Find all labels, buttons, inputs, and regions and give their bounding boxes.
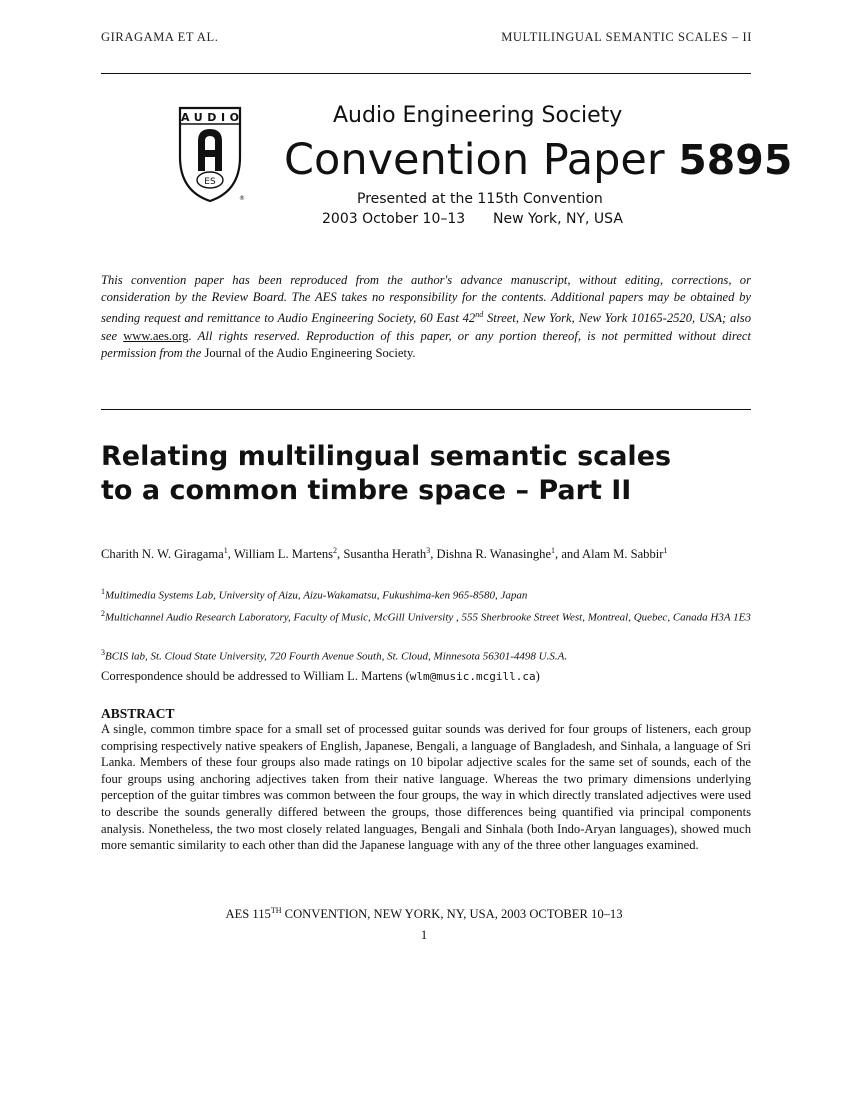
running-header-left: GIRAGAMA ET AL. (101, 30, 219, 44)
aes-logo (176, 105, 256, 205)
page-number: 1 (420, 928, 428, 942)
society-name: Audio Engineering Society (333, 103, 623, 128)
notice-sup: nd (475, 310, 484, 320)
affiliation-3: $^3$BCIS lab, St. Cloud State University, 720 Fourth Avenue South, St. Cloud, Minnesota 56301-4498 U.S.A. (101, 648, 568, 663)
author: Dishna R. Wanasinghe$^1$, and (436, 546, 582, 562)
logo-registered-mark: ® (239, 195, 245, 202)
paper-title-line1: Relating multilingual semantic scales (101, 441, 672, 472)
correspondence: Correspondence should be addressed to William L. Martens (wlm@music.mcgill.ca) (101, 669, 540, 683)
convention-paper-title (284, 133, 792, 187)
convention-location: New York, NY, USA (493, 211, 623, 227)
affiliation-1: $^1$Multimedia Systems Lab, University of Aizu, Aizu-Wakamatsu, Fukushima-ken 965-8580, Japan (101, 587, 528, 602)
header-rule (101, 73, 751, 74)
logo-audio-text: AUDIO (181, 111, 239, 124)
presented-at: Presented at the 115th Convention (357, 191, 603, 207)
reproduction-notice (101, 272, 751, 362)
notice-part3: . All rights reserved. Reproduction of this paper, or any portion thereof, is not permitted without direct permission from the (101, 328, 751, 360)
page-footer: AES 115TH CONVENTION, NEW YORK, NY, USA, 2003 OCTOBER 10–13 (225, 906, 623, 922)
logo-es-text: ES (204, 177, 216, 187)
notice-part2: Street, New York, New York 10165-2520, USA; also see (101, 311, 752, 343)
paper-title (101, 440, 671, 508)
notice-part1: This convention paper has been reproduced from the author's advance manuscript, without editing, corrections, or consideration by the Review Board. The AES takes no responsibility for the contents. Additional papers may be obtained by sending request and remittance to Audio Engineering Society, 60 East 42 (101, 273, 751, 326)
author-list (101, 542, 751, 563)
author: Alam M. Sabbir$^1$ (581, 546, 668, 562)
author: Charith N. W. Giragama$^1$, (101, 546, 234, 562)
notice-journal: Journal of the Audio Engineering Society. (204, 346, 416, 360)
convention-paper-label: Convention Paper (284, 135, 665, 185)
author: Susantha Herath$^3$, (343, 546, 437, 562)
affiliation-2: $^2$Multichannel Audio Research Laboratory, Faculty of Music, McGill University , 555 Sherbrooke Street West, Montreal, Quebec, Canada H3A 1E3 (101, 609, 751, 624)
convention-date: 2003 October 10–13 (322, 211, 466, 227)
paper-number: 5895 (678, 136, 793, 184)
paper-title-line2: to a common timbre space – Part II (101, 475, 632, 506)
running-header-right: MULTILINGUAL SEMANTIC SCALES – II (501, 30, 752, 44)
correspondence-email[interactable]: wlm@music.mcgill.ca (409, 670, 536, 683)
abstract-heading: ABSTRACT (101, 706, 175, 721)
abstract-body: A single, common timbre space for a small set of processed guitar sounds was derived for four groups of listeners, each group comprising respectively native speakers of English, Japanese, Bengali, a language of Bangladesh, and Sinhala, a language of Sri Lanka. Members of these four groups also made ratings on 10 bipolar adjective scales for the same set of sounds, each of the four groups using anchoring adjectives taken from their native language. Whereas the two primary dimensions underlying perception of the guitar timbres was common between the four groups, the way in which directly translated adjectives were used to describe the sounds generally differed between the groups, those differences being quantified via principal components analysis. Nonetheless, the two most closely related languages, Bengali and Sinhala (both Indo-Aryan languages), showed much more semantic similarity to each other than did the Japanese language with any of the three other languages examined. (101, 722, 751, 853)
author: William L. Martens$^2$, (233, 546, 344, 562)
notice-rule (101, 409, 751, 410)
aes-website-link[interactable]: www.aes.org (123, 328, 189, 343)
